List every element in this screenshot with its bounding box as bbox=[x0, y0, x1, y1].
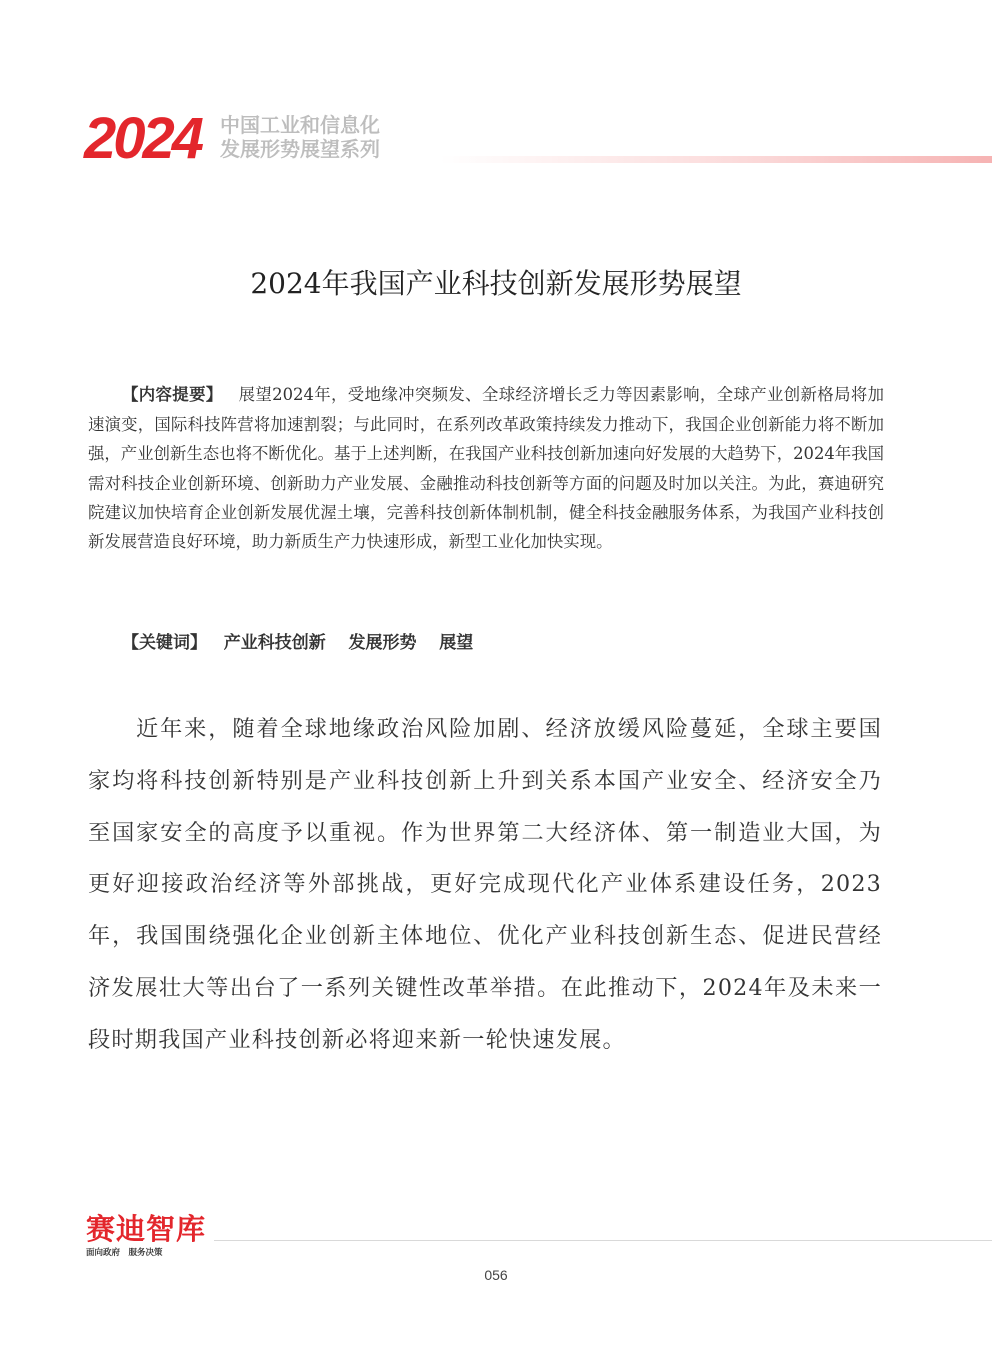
footer-brand-logo bbox=[86, 1214, 216, 1258]
keyword-item: 产业科技创新 bbox=[223, 633, 326, 652]
document-title: 2024年我国产业科技创新发展形势展望 bbox=[250, 267, 742, 300]
series-title-line-1: 中国工业和信息化 bbox=[220, 115, 380, 137]
footer-divider bbox=[214, 1240, 992, 1241]
keyword-item: 发展形势 bbox=[348, 633, 417, 652]
keywords-block bbox=[122, 628, 491, 658]
abstract-text: 展望2024年，受地缘冲突频发、全球经济增长乏力等因素影响，全球产业创新格局将加速演变，国际科技阵营将加速割裂；与此同时，在系列改革政策持续发力推动下，我国企业创新能力将不断加强，产业创新生态也将不断优化。基于上述判断，在我国产业科技创新加速向好发展的大趋势下，2024年我国需对科技企业创新环境、创新助力产业发展、金融推动科技创新等方面的问题及时加以关注。为此，赛迪研究院建议加快培育企业创新发展优渥土壤，完善科技创新体制机制，健全科技金融服务体系，为我国产业科技创新发展营造良好环境，助力新质生产力快速形成，新型工业化加快实现。 bbox=[88, 385, 885, 552]
abstract-label: 【内容提要】 bbox=[122, 386, 223, 404]
page-header bbox=[0, 0, 992, 200]
brand-slogan: 面向政府 服务决策 bbox=[86, 1247, 163, 1257]
page-number: 056 bbox=[484, 1267, 508, 1283]
brand-name: 赛迪智库 bbox=[86, 1214, 207, 1246]
header-gradient-bar bbox=[440, 156, 992, 163]
body-paragraph: 近年来，随着全球地缘政治风险加剧、经济放缓风险蔓延，全球主要国家均将科技创新特别是产业科技创新上升到关系本国产业安全、经济安全乃至国家安全的高度予以重视。作为世界第二大经济体、第一制造业大国，为更好迎接政治经济等外部挑战，更好完成现代化产业体系建设任务，2023年，我国围绕强化企业创新主体地位、优化产业科技创新生态、促进民营经济发展壮大等出台了一系列关键性改革举措。在此推动下，2024年及未来一段时期我国产业科技创新必将迎来新一轮快速发展。 bbox=[88, 716, 882, 1053]
series-year-logo: 2024 bbox=[84, 106, 202, 171]
keyword-item: 展望 bbox=[439, 633, 474, 652]
series-title-line-2: 发展形势展望系列 bbox=[220, 139, 380, 161]
series-title bbox=[220, 114, 380, 162]
abstract-block bbox=[88, 380, 884, 556]
keywords-label: 【关键词】 bbox=[122, 633, 207, 652]
